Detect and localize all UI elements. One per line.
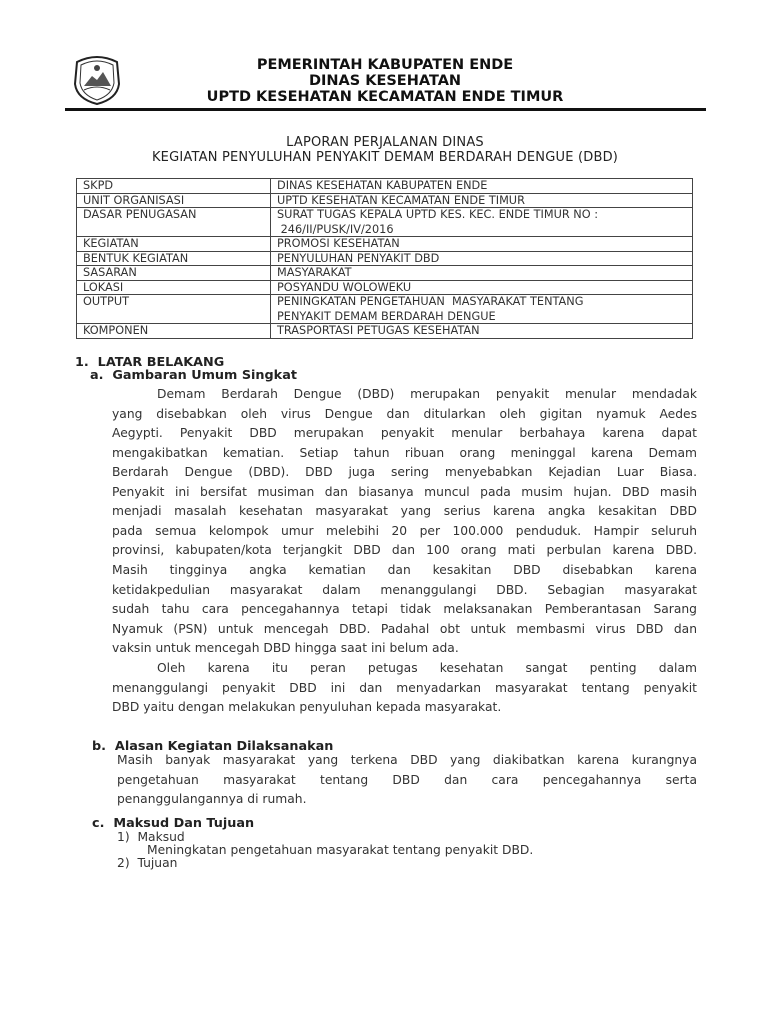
report-info-table bbox=[76, 178, 693, 339]
row-value-line: DINAS KESEHATAN KABUPATEN ENDE bbox=[277, 179, 488, 192]
row-value bbox=[271, 193, 693, 208]
row-value-line: PENYAKIT DEMAM BERDARAH DENGUE bbox=[277, 309, 496, 323]
row-value bbox=[271, 237, 693, 252]
header-line-2: DINAS KESEHATAN bbox=[308, 73, 462, 89]
row-label-text: BENTUK KEGIATAN bbox=[83, 251, 189, 265]
row-label-text: LOKASI bbox=[83, 280, 124, 294]
subsection-heading: a. Gambaran Umum Singkat bbox=[90, 368, 297, 383]
header-divider bbox=[65, 108, 706, 111]
row-value bbox=[271, 280, 693, 295]
row-label-text: KOMPONEN bbox=[83, 324, 149, 337]
row-value-line: SURAT TUGAS KEPALA UPTD KES. KEC. ENDE TIMUR NO : bbox=[277, 208, 599, 221]
table-row bbox=[77, 237, 693, 252]
report-subtitle: KEGIATAN PENYULUHAN PENYAKIT DEMAM BERDARAH DENGUE (DBD) bbox=[151, 150, 619, 165]
subsection-heading: c. Maksud Dan Tujuan bbox=[92, 816, 255, 831]
paragraph-line: Oleh karena itu peran petugas kesehatan sangat penting dalam bbox=[157, 661, 697, 675]
row-label bbox=[77, 295, 271, 324]
row-label bbox=[77, 324, 271, 339]
paragraph-line: Aegypti. Penyakit DBD merupakan penyakit menular berbahaya karena dapat bbox=[112, 426, 697, 441]
row-label bbox=[77, 266, 271, 281]
paragraph-line: DBD yaitu dengan melakukan penyuluhan kepada masyarakat. bbox=[112, 700, 502, 715]
row-value-line: TRASPORTASI PETUGAS KESEHATAN bbox=[277, 324, 480, 337]
row-label-text: SASARAN bbox=[83, 266, 137, 279]
row-value bbox=[271, 266, 693, 281]
row-value bbox=[271, 251, 693, 266]
row-label-text: DASAR PENUGASAN bbox=[83, 208, 197, 221]
row-value-line: 246/II/PUSK/IV/2016 bbox=[277, 222, 394, 236]
table-row bbox=[77, 208, 693, 237]
paragraph-line: pada semua kelompok umur melebihi 20 per 100.000 penduduk. Hampir seluruh bbox=[112, 523, 697, 538]
row-label bbox=[77, 251, 271, 266]
list-item: 2) Tujuan bbox=[117, 856, 178, 870]
paragraph-line: penanggulangannya di rumah. bbox=[117, 792, 307, 807]
paragraph-line: ketidakpedulian masyarakat dalam menanggulangi DBD. Sebagian masyarakat bbox=[112, 582, 697, 597]
paragraph-line: yang disebabkan oleh virus Dengue dan ditularkan oleh gigitan nyamuk Aedes bbox=[112, 406, 697, 421]
table-row bbox=[77, 179, 693, 194]
header-line-3: UPTD KESEHATAN KECAMATAN ENDE TIMUR bbox=[206, 89, 564, 105]
row-value-line: PENYULUHAN PENYAKIT DBD bbox=[277, 251, 440, 265]
paragraph-line: Demam Berdarah Dengue (DBD) merupakan penyakit menular mendadak bbox=[157, 387, 697, 401]
paragraph-line: Masih banyak masyarakat yang terkena DBD yang diakibatkan karena kurangnya bbox=[117, 753, 697, 767]
row-value-line: POSYANDU WOLOWEKU bbox=[277, 280, 412, 294]
row-label bbox=[77, 280, 271, 295]
table-row bbox=[77, 295, 693, 324]
list-item: 1) Maksud bbox=[117, 830, 185, 844]
section-heading: 1. LATAR BELAKANG bbox=[75, 355, 225, 370]
report-title: LAPORAN PERJALANAN DINAS bbox=[286, 135, 484, 150]
table-row bbox=[77, 251, 693, 266]
table-row bbox=[77, 193, 693, 208]
paragraph-line: menjadi masalah kesehatan masyarakat yang serius karena angka kesakitan DBD bbox=[112, 504, 697, 519]
paragraph-line: mengakibatkan kematian. Setiap tahun ribuan orang meninggal karena Demam bbox=[112, 445, 697, 460]
header-line-1: PEMERINTAH KABUPATEN ENDE bbox=[256, 57, 514, 73]
subsection-heading: b. Alasan Kegiatan Dilaksanakan bbox=[92, 739, 334, 754]
paragraph-line: sudah tahu cara pencegahannya tetapi tidak melaksanakan Pemberantasan Sarang bbox=[112, 602, 697, 617]
row-value bbox=[271, 295, 693, 324]
paragraph-line: Berdarah Dengue (DBD). DBD juga sering menyebabkan Kejadian Luar Biasa. bbox=[112, 465, 697, 480]
row-label-text: KEGIATAN bbox=[83, 237, 139, 250]
table-row bbox=[77, 324, 693, 339]
row-value bbox=[271, 179, 693, 194]
row-label-text: UNIT ORGANISASI bbox=[83, 193, 185, 207]
paragraph-line: Nyamuk (PSN) untuk mencegah DBD. Padahal obt untuk membasmi virus DBD dan bbox=[112, 621, 697, 636]
paragraph-line: provinsi, kabupaten/kota terjangkit DBD dan 100 orang mati perbulan karena DBD. bbox=[112, 543, 697, 558]
paragraph-line: Penyakit ini bersifat musiman dan biasanya muncul pada musim hujan. DBD masih bbox=[112, 484, 697, 499]
row-label bbox=[77, 208, 271, 237]
row-value-line: MASYARAKAT bbox=[277, 266, 352, 279]
row-label bbox=[77, 193, 271, 208]
row-label-text: SKPD bbox=[83, 179, 114, 192]
row-value bbox=[271, 324, 693, 339]
row-value bbox=[271, 208, 693, 237]
row-label-text: OUTPUT bbox=[83, 295, 130, 308]
table-row bbox=[77, 266, 693, 281]
paragraph-line: vaksin untuk mencegah DBD hingga saat ini belum ada. bbox=[112, 641, 459, 656]
paragraph-line: pengetahuan masyarakat tentang DBD dan cara pencegahannya serta bbox=[117, 772, 697, 787]
paragraph-line: Masih tingginya angka kematian dan kesakitan DBD disebabkan karena bbox=[112, 562, 697, 577]
row-value-line: PENINGKATAN PENGETAHUAN MASYARAKAT TENTANG bbox=[277, 295, 584, 308]
table-row bbox=[77, 280, 693, 295]
row-value-line: UPTD KESEHATAN KECAMATAN ENDE TIMUR bbox=[277, 193, 525, 207]
row-value-line: PROMOSI KESEHATAN bbox=[277, 237, 400, 250]
row-label bbox=[77, 237, 271, 252]
list-item-text: Meningkatan pengetahuan masyarakat tentang penyakit DBD. bbox=[147, 843, 534, 857]
paragraph-line: menanggulangi penyakit DBD ini dan menyadarkan masyarakat tentang penyakit bbox=[112, 680, 697, 695]
row-label bbox=[77, 179, 271, 194]
